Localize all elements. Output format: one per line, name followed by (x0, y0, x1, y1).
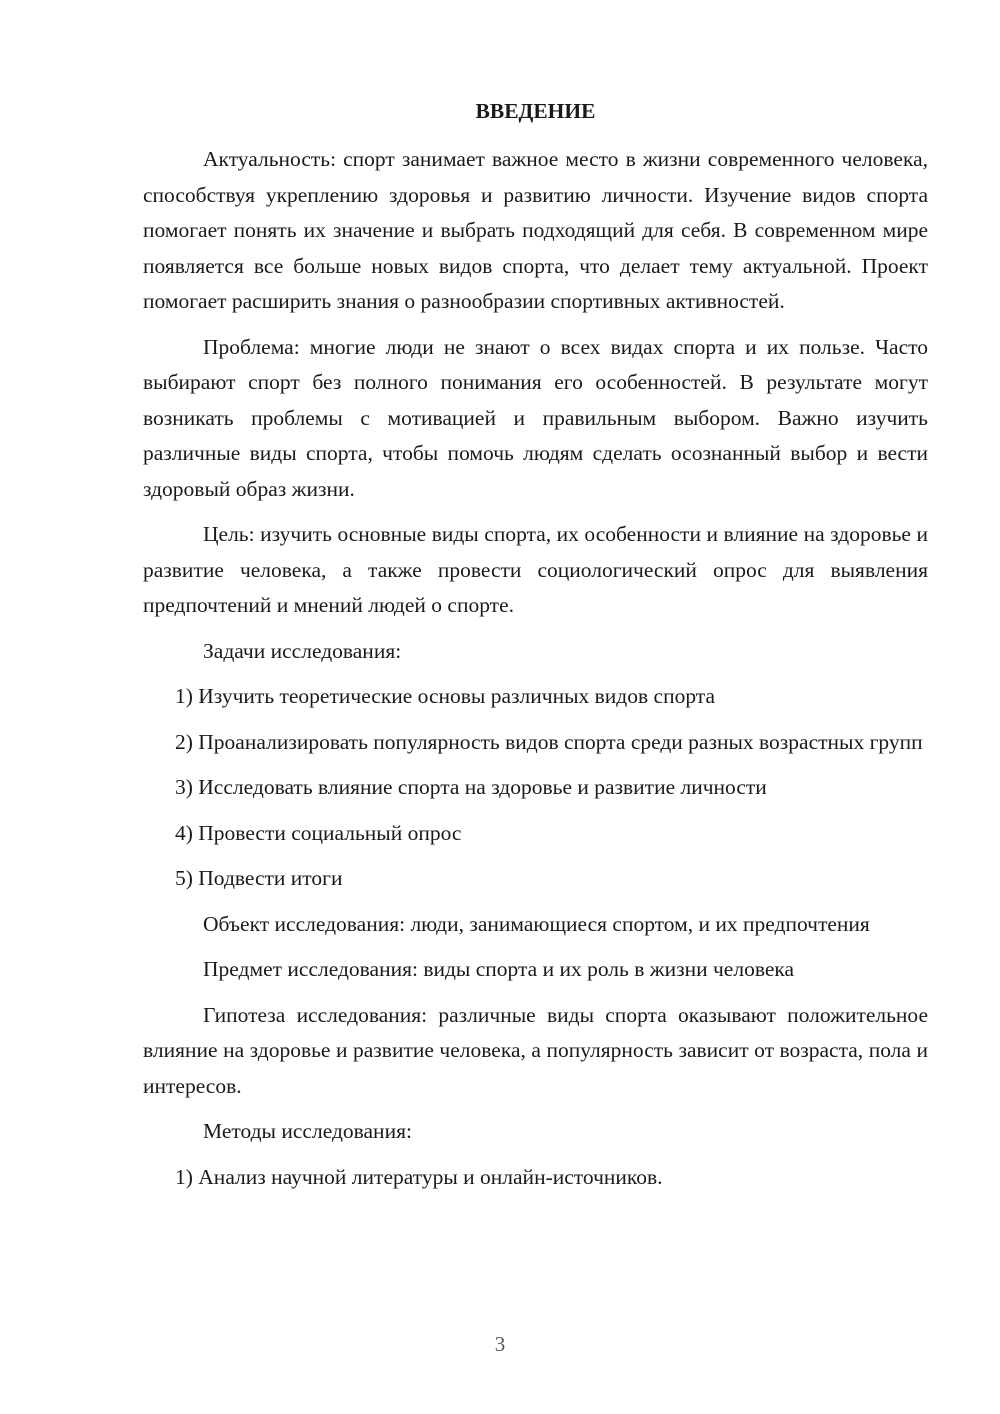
document-page (143, 96, 928, 1205)
task-item: 2) Проанализировать популярность видов спорта среди разных возрастных групп (175, 729, 923, 754)
object-paragraph: Объект исследования: люди, занимающиеся спортом, и их предпочтения (203, 911, 870, 936)
problem-paragraph: Проблема: многие люди не знают о всех видах спорта и их пользе. Часто выбирают спорт без полного понимания его особенностей. В результате могут возникать проблемы с мотивацией и правильным выбором. Важно изучить различные виды спорта, чтобы помочь людям сделать осознанный выбор и вести здоровый образ жизни. (143, 334, 928, 501)
hypothesis-paragraph: Гипотеза исследования: различные виды спорта оказывают положительное влияние на здоровье и развитие человека, а популярность зависит от возраста, пола и интересов. (143, 1002, 928, 1098)
task-item: 4) Провести социальный опрос (175, 820, 462, 845)
relevance-paragraph: Актуальность: спорт занимает важное место в жизни современного человека, способствуя укреплению здоровья и развитию личности. Изучение видов спорта помогает понять их значение и выбрать подходящий для себя. В современном мире появляется все больше новых видов спорта, что делает тему актуальной. Проект помогает расширить знания о разнообразии спортивных активностей. (143, 147, 928, 313)
page-number: 3 (494, 1332, 506, 1356)
method-item: 1) Анализ научной литературы и онлайн-источников. (175, 1164, 663, 1189)
task-item: 1) Изучить теоретические основы различных видов спорта (175, 684, 715, 708)
tasks-heading: Задачи исследования: (203, 638, 402, 663)
subject-paragraph: Предмет исследования: виды спорта и их роль в жизни человека (203, 957, 795, 981)
page-title: ВВЕДЕНИЕ (475, 99, 596, 123)
methods-heading: Методы исследования: (203, 1119, 412, 1143)
task-item: 5) Подвести итоги (175, 866, 343, 890)
task-item: 3) Исследовать влияние спорта на здоровье и развитие личности (175, 775, 767, 799)
goal-paragraph: Цель: изучить основные виды спорта, их особенности и влияние на здоровье и развитие человека, а также провести социологический опрос для выявления предпочтений и мнений людей о спорте. (143, 522, 928, 617)
